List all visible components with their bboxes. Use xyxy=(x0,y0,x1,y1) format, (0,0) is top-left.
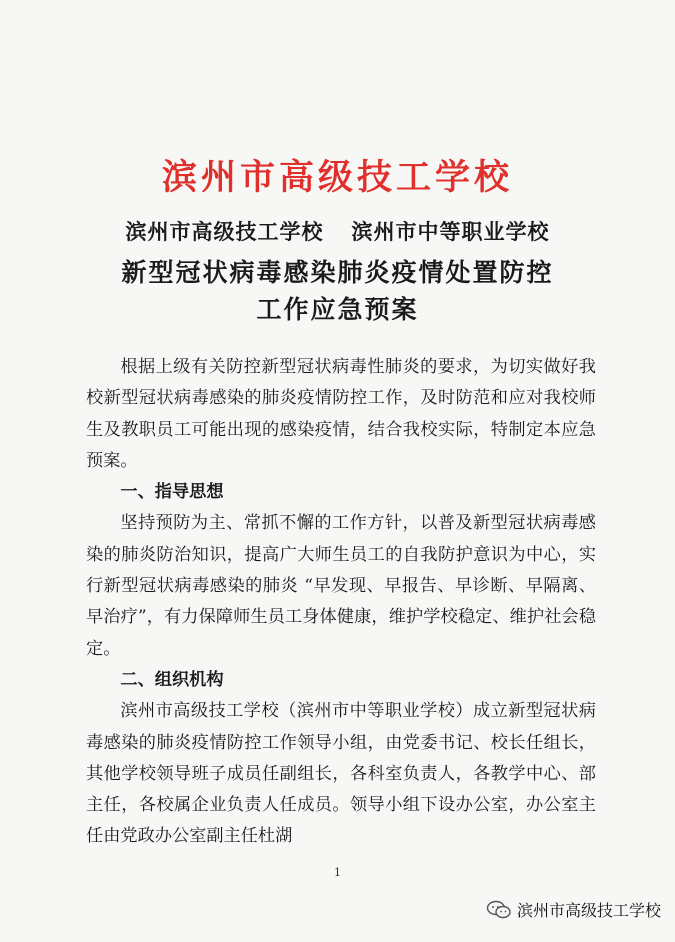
document-body xyxy=(86,352,596,853)
section-1-paragraph: 坚持预防为主、常抓不懈的工作方针，以普及新型冠状病毒感染的肺炎防治知识，提高广大师生员工的自我防护意识为中心，实行新型冠状病毒感染的肺炎 “早发现、早报告、早诊断、早隔离、早治疗”，有力保障师生员工身体健康，维护学校稳定、维护社会稳定。 xyxy=(86,513,596,659)
school-name-2: 滨州市中等职业学校 xyxy=(351,219,550,244)
document-title-line-2: 工作应急预案 xyxy=(256,295,419,324)
section-2-heading: 二、组织机构 xyxy=(120,669,224,690)
intro-paragraph: 根据上级有关防控新型冠状病毒性肺炎的要求，为切实做好我校新型冠状病毒感染的肺炎疫情防控工作，及时防范和应对我校师生及教职员工可能出现的感染疫情，结合我校实际，特制定本应急预案。 xyxy=(86,357,596,471)
institution-header-title: 滨州市高级技工学校 xyxy=(161,157,513,198)
page-number: 1 xyxy=(334,866,341,879)
section-1-heading: 一、指导思想 xyxy=(120,482,224,503)
wechat-watermark xyxy=(486,898,661,921)
school-name-1: 滨州市高级技工学校 xyxy=(125,219,324,244)
section-2-paragraph: 滨州市高级技工学校（滨州市中等职业学校）成立新型冠状病毒感染的肺炎疫情防控工作领导小组，由党委书记、校长任组长，其他学校领导班子成员任副组长，各科室负责人，各教学中心、部主任，各校属企业负责人任成员。领导小组下设办公室，办公室主任由党政办公室副主任杜湖 xyxy=(86,701,596,847)
school-names-line xyxy=(0,216,675,246)
watermark-account-name: 滨州市高级技工学校 xyxy=(516,901,661,920)
document-title-line-1: 新型冠状病毒感染肺炎疫情处置防控 xyxy=(121,258,554,287)
wechat-icon xyxy=(486,900,512,920)
